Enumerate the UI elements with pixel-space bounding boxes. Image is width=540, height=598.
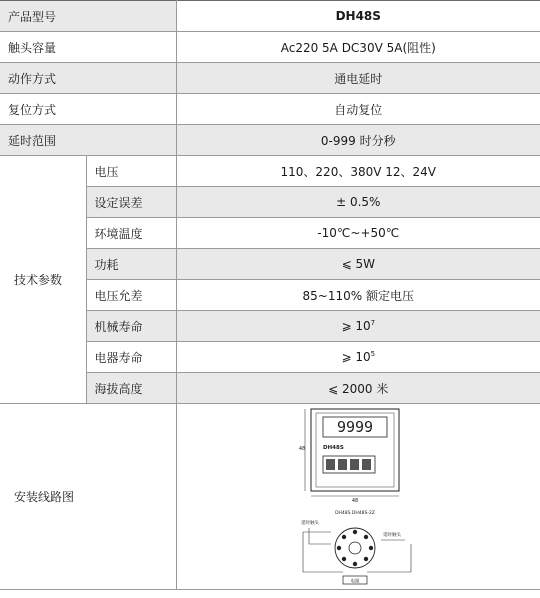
dimension-side: 48 [299,446,306,452]
row-value: 0-999 时分秒 [176,125,540,156]
exponent: 5 [370,350,376,358]
table-row [0,32,540,63]
tech-value [176,311,540,342]
dip-switches [323,456,375,473]
tech-label: 电压允差 [86,280,176,311]
tech-value: -10℃~+50℃ [176,218,540,249]
tech-label: 功耗 [86,249,176,280]
row-label: 复位方式 [0,94,176,125]
table-row [0,63,540,94]
tech-label: 电压 [86,156,176,187]
tech-value: 85~110% 额定电压 [176,280,540,311]
tech-label: 机械寿命 [86,311,176,342]
exponent: 7 [370,319,376,327]
tech-group-label: 技术参数 [0,156,86,404]
tech-label: 电器寿命 [86,342,176,373]
table-row [0,156,540,187]
row-value: 自动复位 [176,94,540,125]
table-row [0,404,540,590]
wiring-diagram [283,404,433,586]
row-label: 动作方式 [0,63,176,94]
tech-label: 海拔高度 [86,373,176,404]
tech-label: 环境温度 [86,218,176,249]
switch [350,459,359,470]
panel-model-label: DH48S [323,445,345,451]
wiring-diagram-cell [176,404,540,590]
table-row [0,94,540,125]
tech-value: ⩽ 2000 米 [176,373,540,404]
row-label: 产品型号 [0,1,176,32]
switch [338,459,347,470]
dimension-bottom: 48 [352,498,359,504]
value-text: ⩾ 10 [341,350,371,364]
row-label: 触头容量 [0,32,176,63]
tech-value: ⩽ 5W [176,249,540,280]
tech-label: 设定误差 [86,187,176,218]
table-row [0,125,540,156]
value-text: ⩾ 10 [341,319,371,333]
delay-contact-right-label: 延时触头 [383,533,402,538]
switch [326,459,335,470]
diagram-caption: DH48S DH48S-2Z [335,511,376,516]
table-row [0,1,540,32]
switch [362,459,371,470]
row-value: 通电延时 [176,63,540,94]
power-source-label: 电源 [350,579,360,585]
tech-value [176,342,540,373]
install-label: 安装线路图 [0,404,176,590]
display-digits: 9999 [337,418,374,436]
row-value: DH48S [176,1,540,32]
tech-value: 110、220、380V 12、24V [176,156,540,187]
tech-value: ± 0.5% [176,187,540,218]
socket-center-key [349,542,361,554]
row-value: Ac220 5A DC30V 5A(阻性) [176,32,540,63]
delay-contact-left-label: 延时触头 [301,521,320,526]
row-label: 延时范围 [0,125,176,156]
